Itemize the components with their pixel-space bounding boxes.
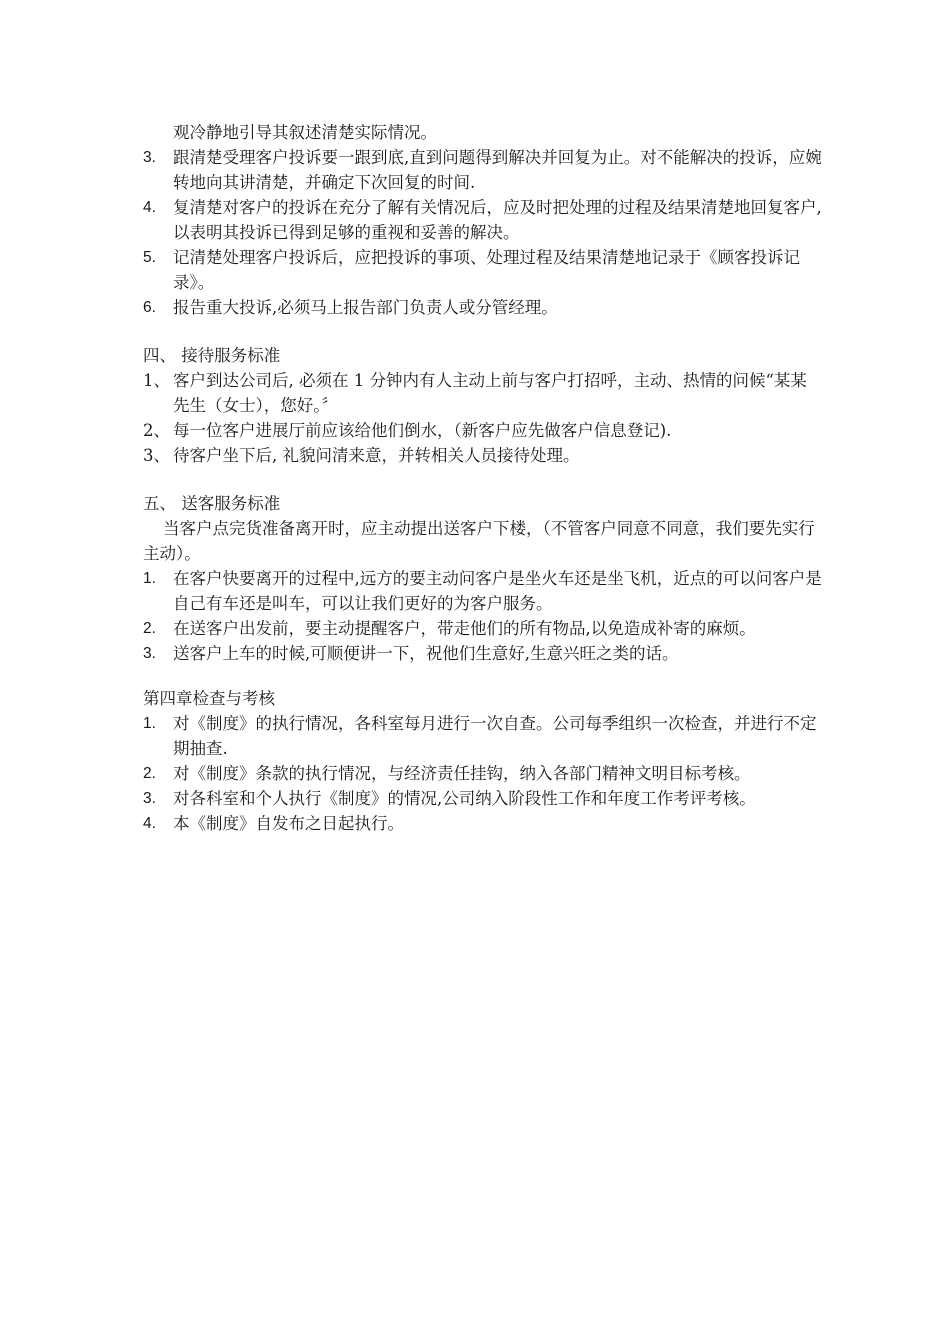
list-item — [143, 145, 823, 195]
list-text: 跟清楚受理客户投诉要一跟到底,直到问题得到解决并回复为止。对不能解决的投诉，应婉转地向其讲清楚，并确定下次回复的时间. — [173, 148, 822, 192]
list-text: 客户到达公司后, 必须在 1 分钟内有人主动上前与客户打招呼，主动、热情的问候“某某先生（女士），您好。〞 — [173, 371, 807, 415]
list-item — [143, 566, 823, 616]
list-text: 在送客户出发前，要主动提醒客户，带走他们的所有物品,以免造成补寄的麻烦。 — [173, 619, 756, 638]
list-text: 对各科室和个人执行《制度》的情况,公司纳入阶段性工作和年度工作考评考核。 — [173, 789, 756, 808]
list-number: 6. — [143, 299, 156, 316]
list-item — [143, 245, 823, 295]
section-intro: 当客户点完货准备离开时，应主动提出送客户下楼，（不管客户同意不同意，我们要先实行主动）。 — [143, 519, 815, 563]
list-text: 本《制度》自发布之日起执行。 — [173, 814, 404, 833]
list-number: 3. — [143, 790, 156, 807]
list-item — [143, 295, 823, 320]
section-heading: 五、 送客服务标准 — [143, 494, 281, 513]
document-body — [143, 120, 823, 836]
list-text: 报告重大投诉,必须马上报告部门负责人或分管经理。 — [173, 298, 558, 317]
list-number: 4. — [143, 815, 156, 832]
list-number: 1. — [143, 715, 156, 732]
list-number: 3. — [143, 645, 156, 662]
list-number: 2、 — [143, 421, 170, 440]
list-number: 2. — [143, 765, 156, 782]
list-item — [143, 616, 823, 641]
list-number: 1. — [143, 570, 156, 587]
section-heading: 四、 接待服务标准 — [143, 346, 281, 365]
list-number: 5. — [143, 249, 156, 266]
list-item — [143, 443, 823, 468]
list-item — [143, 418, 823, 443]
list-text: 复清楚对客户的投诉在充分了解有关情况后，应及时把处理的过程及结果清楚地回复客户,以表明其投诉已得到足够的重视和妥善的解决。 — [173, 198, 822, 242]
list-number: 2. — [143, 620, 156, 637]
list-item — [143, 761, 823, 786]
list-text: 待客户坐下后, 礼貌问清来意，并转相关人员接待处理。 — [173, 446, 580, 465]
list-text: 对《制度》条款的执行情况，与经济责任挂钩，纳入各部门精神文明目标考核。 — [173, 764, 751, 783]
list-item — [143, 368, 823, 418]
list-item — [143, 641, 823, 666]
list-text: 每一位客户进展厅前应该给他们倒水，（新客户应先做客户信息登记). — [173, 421, 672, 440]
continued-paragraph: 观冷静地引导其叙述清楚实际情况。 — [173, 123, 437, 142]
list-text: 对《制度》的执行情况，各科室每月进行一次自查。公司每季组织一次检查，并进行不定期抽查. — [173, 714, 817, 758]
list-number: 3. — [143, 149, 156, 166]
list-number: 1、 — [143, 371, 170, 390]
list-text: 记清楚处理客户投诉后，应把投诉的事项、处理过程及结果清楚地记录于《顾客投诉记录》。 — [173, 248, 800, 292]
list-item — [143, 811, 823, 836]
list-item — [143, 786, 823, 811]
list-number: 4. — [143, 199, 156, 216]
list-text: 送客户上车的时候,可顺便讲一下，祝他们生意好,生意兴旺之类的话。 — [173, 644, 679, 663]
chapter-heading: 第四章检查与考核 — [143, 689, 275, 708]
list-text: 在客户快要离开的过程中,远方的要主动问客户是坐火车还是坐飞机，近点的可以问客户是自己有车还是叫车，可以让我们更好的为客户服务。 — [173, 569, 822, 613]
list-number: 3、 — [143, 446, 170, 465]
list-item — [143, 711, 823, 761]
list-item — [143, 195, 823, 245]
